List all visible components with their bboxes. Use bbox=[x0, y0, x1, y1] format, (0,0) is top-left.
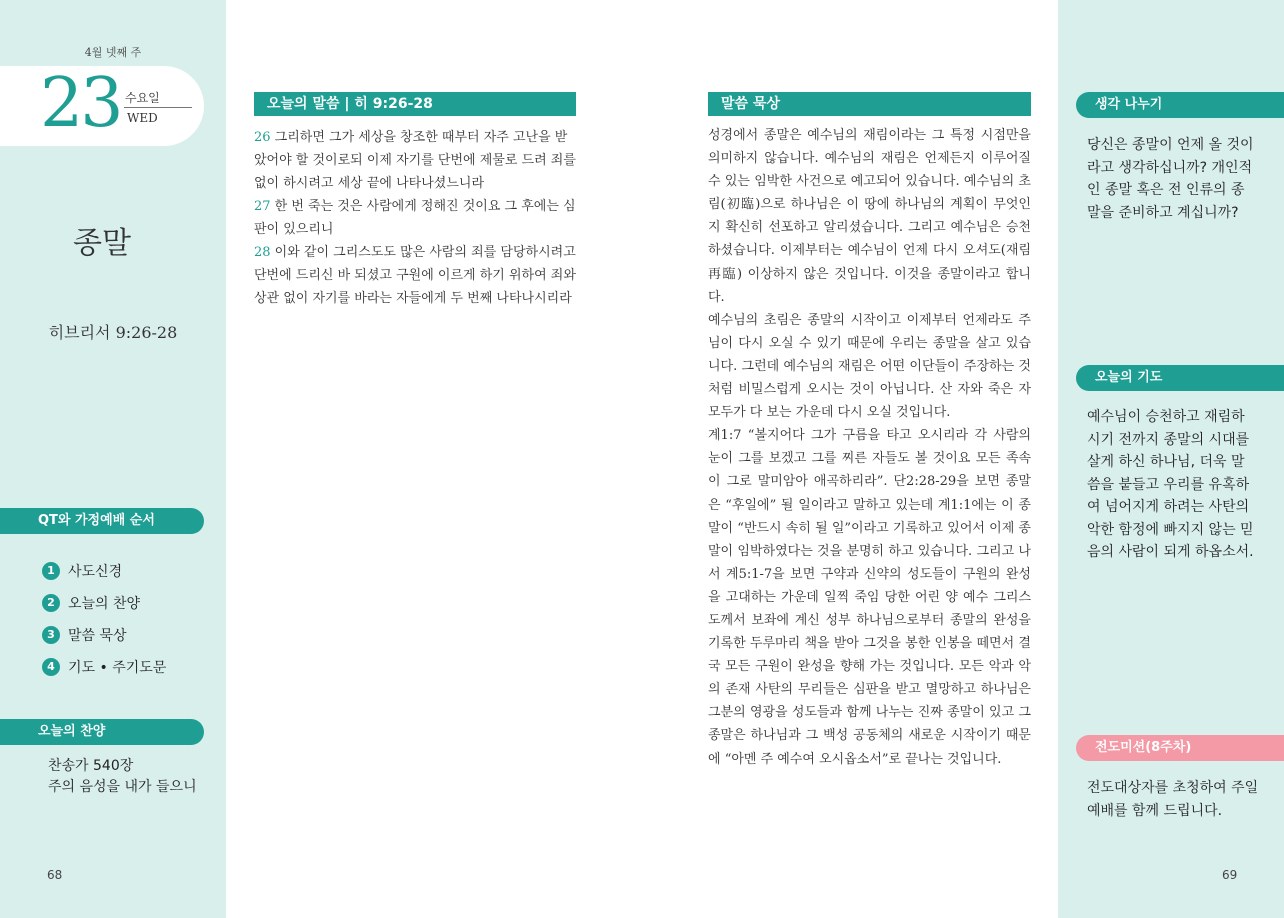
hymn-banner: 오늘의 찬양 bbox=[0, 719, 204, 745]
meditation-body bbox=[708, 124, 1031, 771]
day-of-week-english: WED bbox=[127, 111, 158, 125]
order-item bbox=[42, 555, 166, 587]
page-number-right: 69 bbox=[1222, 868, 1238, 882]
verse-number: 28 bbox=[254, 245, 271, 260]
verse-number: 26 bbox=[254, 130, 271, 145]
meditation-paragraph: 성경에서 종말은 예수님의 재림이라는 그 특정 시점만을 의미하지 않습니다. 예수님의 재림은 언제든지 이루어질 수 있는 임박한 사건으로 예고되어 있습니다. 예수님의 초림(初臨)으로 하나님은 이 땅에 하나님의 계획이 무엇인지 확신히 선포하고 알리셨습니다. 그리고 예수님은 승천하셨습니다. 이제부터는 예수님이 언제 다시 오셔도(재림 再臨) 이상하지 않은 것입니다. 이것을 종말이라고 합니다. bbox=[708, 128, 1031, 305]
topic-title: 종말 bbox=[73, 226, 131, 261]
order-number-badge: 4 bbox=[42, 658, 60, 676]
scripture-reference: 히브리서 9:26-28 bbox=[48, 323, 178, 342]
meditation-header: 말씀 묵상 bbox=[708, 92, 1031, 116]
hymn-title: 주의 음성을 내가 들으니 bbox=[48, 779, 197, 795]
order-number-badge: 1 bbox=[42, 562, 60, 580]
order-item-label: 기도 • 주기도문 bbox=[68, 660, 167, 676]
prayer-text: 예수님이 승천하고 재림하시기 전까지 종말의 시대를 살게 하신 하나님, 더욱 말씀을 붙들고 우리를 유혹하여 넘어지게 하려는 사탄의 악한 함정에 빠지지 않는 믿음의 사람이 되게 하옵소서. bbox=[1087, 409, 1254, 560]
day-number: 23 bbox=[40, 64, 121, 143]
week-label: 4월 넷째 주 bbox=[84, 46, 142, 59]
order-banner: QT와 가정예배 순서 bbox=[0, 508, 204, 534]
hymn-number: 찬송가 540장 bbox=[48, 758, 134, 774]
verse bbox=[254, 241, 576, 310]
prayer-banner: 오늘의 기도 bbox=[1076, 365, 1284, 391]
order-item-label: 말씀 묵상 bbox=[68, 628, 127, 644]
mission-banner: 전도미션(8주차) bbox=[1076, 735, 1284, 761]
order-item-label: 사도신경 bbox=[68, 564, 123, 580]
verse bbox=[254, 126, 576, 195]
verse-number: 27 bbox=[254, 199, 271, 214]
todays-word-header: 오늘의 말씀 | 히 9:26-28 bbox=[254, 92, 576, 116]
order-item bbox=[42, 587, 166, 619]
mission-text: 전도대상자를 초청하여 주일예배를 함께 드립니다. bbox=[1087, 780, 1259, 819]
verses-block bbox=[254, 126, 576, 310]
order-item bbox=[42, 651, 166, 683]
order-list bbox=[42, 555, 166, 683]
sharing-text: 당신은 종말이 언제 올 것이라고 생각하십니까? 개인적인 종말 혹은 전 인류의 종말을 준비하고 계십니까? bbox=[1087, 137, 1254, 221]
order-item bbox=[42, 619, 166, 651]
page-number-left: 68 bbox=[47, 868, 63, 882]
day-of-week-divider bbox=[124, 107, 192, 108]
sharing-banner: 생각 나누기 bbox=[1076, 92, 1284, 118]
meditation-paragraph: 계1:7 “볼지어다 그가 구름을 타고 오시리라 각 사람의 눈이 그를 보겠고 그를 찌른 자들도 볼 것이요 모든 족속이 그로 말미암아 애곡하리라”. 단2:28-29을 보면 종말은 “후일에” 될 일이라고 말하고 있는데 계1:1에는 이 종말이 “반드시 속히 될 일”이라고 기록하고 있어서 이제 종말이 임박하였다는 것을 분명히 하고 있습니다. 그리고 나서 계5:1-7을 보면 구약과 신약의 성도들이 구원의 완성을 고대하는 가운데 일찍 죽임 당한 어린 양 예수 그리스도께서 보좌에 계신 성부 하나님으로부터 종말의 완성을 기록한 두루마리 책을 받아 그것을 봉한 인봉을 떼면서 결국 모든 구원이 완성을 향해 가는 것입니다. 모든 악과 악의 존재 사탄의 무리들은 심판을 받고 멸망하고 하나님은 그분의 영광을 성도들과 함께 나누는 진짜 종말이 있고 그 종말은 하나님과 그 백성 공동체의 새로운 시작이기 때문에 “아멘 주 예수여 오시옵소서”로 끝나는 것입니다. bbox=[708, 428, 1031, 767]
day-of-week-korean: 수요일 bbox=[125, 91, 160, 105]
order-number-badge: 3 bbox=[42, 626, 60, 644]
order-item-label: 오늘의 찬양 bbox=[68, 596, 141, 612]
hymn-info bbox=[48, 756, 197, 798]
verse-text: 그리하면 그가 세상을 창조한 때부터 자주 고난을 받았어야 할 것이로되 이제 자기를 단번에 제물로 드려 죄를 없이 하시려고 세상 끝에 나타나셨느니라 bbox=[254, 130, 576, 191]
meditation-paragraph: 예수님의 초림은 종말의 시작이고 이제부터 언제라도 주님이 다시 오실 수 있기 때문에 우리는 종말을 살고 있습니다. 그런데 예수님의 재림은 어떤 이단들이 주장하는 것처럼 비밀스럽게 오시는 것이 아닙니다. 산 자와 죽은 자 모두가 다 보는 가운데 다시 오실 것입니다. bbox=[708, 312, 1031, 421]
order-number-badge: 2 bbox=[42, 594, 60, 612]
verse bbox=[254, 195, 576, 241]
verse-text: 한 번 죽는 것은 사람에게 정해진 것이요 그 후에는 심판이 있으리니 bbox=[254, 199, 576, 237]
verse-text: 이와 같이 그리스도도 많은 사람의 죄를 담당하시려고 단번에 드리신 바 되셨고 구원에 이르게 하기 위하여 죄와 상관 없이 자기를 바라는 자들에게 두 번째 나타나시리라 bbox=[254, 245, 576, 306]
